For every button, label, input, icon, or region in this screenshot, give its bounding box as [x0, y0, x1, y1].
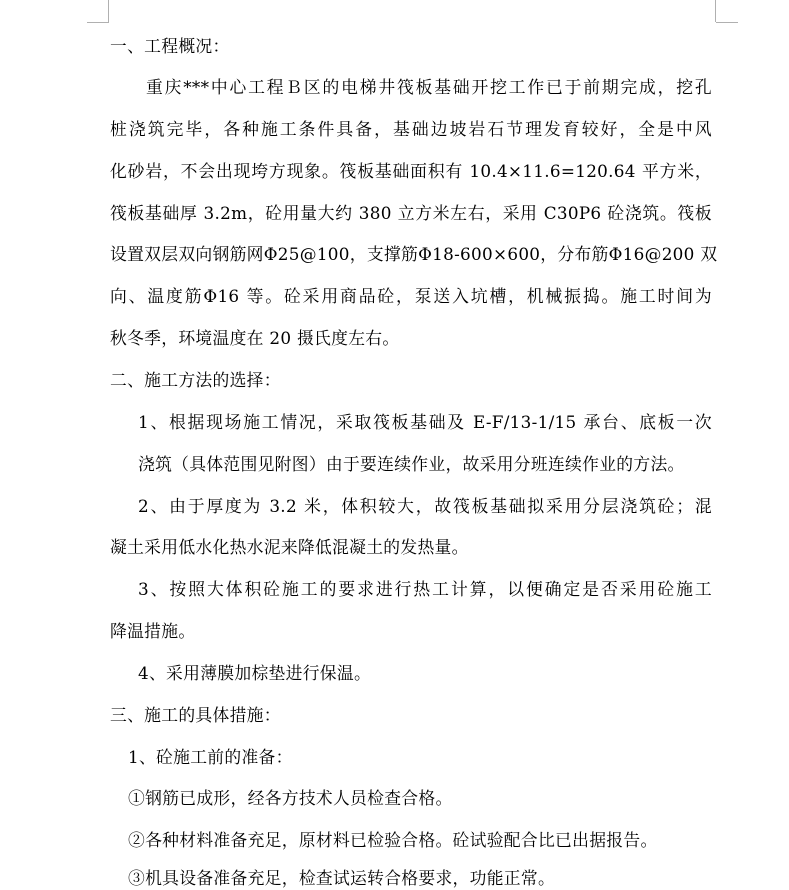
paragraph-line: 筏板基础厚 3.2m，砼用量大约 380 立方米左右，采用 C30P6 砼浇筑。筏板: [110, 203, 712, 223]
list-item-line: 3、按照大体积砼施工的要求进行热工计算，以便确定是否采用砼施工: [138, 579, 712, 599]
section-heading-1: 一、工程概况：: [110, 36, 230, 56]
checklist-item: ②各种材料准备充足，原材料已检验合格。砼试验配合比已出据报告。: [128, 830, 658, 850]
section-heading-3: 三、施工的具体措施：: [110, 705, 281, 725]
checklist-item: ③机具设备准备充足，检查试运转合格要求，功能正常。: [128, 868, 556, 888]
crop-mark-top-right-horizontal: [716, 22, 738, 23]
crop-mark-top-left-horizontal: [87, 22, 109, 23]
paragraph-line: 秋冬季，环境温度在 20 摄氏度左右。: [110, 328, 400, 348]
list-item-line: 4、采用薄膜加棕垫进行保温。: [138, 663, 372, 683]
list-item-line: 2、由于厚度为 3.2 米，体积较大，故筏板基础拟采用分层浇筑砼；混: [138, 496, 712, 516]
section-heading-2: 二、施工方法的选择：: [110, 370, 281, 390]
subsection-heading: 1、砼施工前的准备：: [128, 747, 293, 767]
list-item-line: 1、根据现场施工情况，采取筏板基础及 E-F/13-1/15 承台、底板一次: [138, 412, 712, 432]
list-item-line: 降温措施。: [110, 621, 196, 641]
paragraph-line: 重庆***中心工程Ｂ区的电梯井筏板基础开挖工作已于前期完成，挖孔: [146, 77, 712, 97]
crop-mark-top-right-vertical: [715, 0, 716, 22]
list-item-line: 浇筑（具体范围见附图）由于要连续作业，故采用分班连续作业的方法。: [138, 454, 685, 474]
paragraph-line: 桩浇筑完毕，各种施工条件具备，基础边坡岩石节理发育较好，全是中风: [110, 119, 712, 139]
paragraph-line: 化砂岩，不会出现垮方现象。筏板基础面积有 10.4×11.6=120.64 平方米，: [110, 161, 712, 181]
checklist-item: ①钢筋已成形，经各方技术人员检查合格。: [128, 788, 453, 808]
paragraph-line: 向、温度筋Φ16 等。砼采用商品砼，泵送入坑槽，机械振捣。施工时间为: [110, 286, 712, 306]
paragraph-line: 设置双层双向钢筋网Φ25@100，支撑筋Φ18-600×600，分布筋Φ16@200 双: [110, 244, 718, 264]
list-item-line: 凝土采用低水化热水泥来降低混凝土的发热量。: [110, 537, 469, 557]
crop-mark-top-left-vertical: [108, 0, 109, 22]
